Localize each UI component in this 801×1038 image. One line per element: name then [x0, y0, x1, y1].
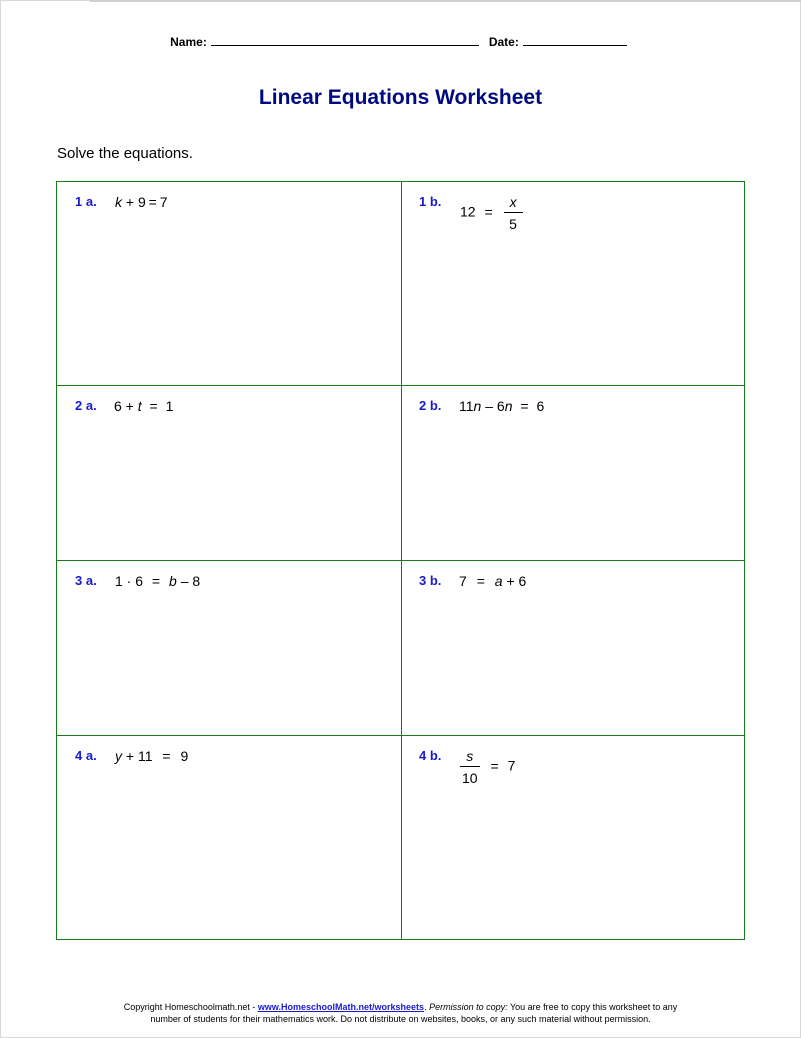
problem-grid [56, 181, 745, 940]
problem-cell-3b[interactable] [402, 561, 745, 735]
fraction: $\frac{s}{10}$ [462, 748, 478, 786]
date-blank[interactable] [523, 35, 627, 46]
problem-label: 4 b. [419, 748, 442, 763]
problem-label: 2 a. [75, 398, 97, 413]
problem-expression: 7 = a + 6 [459, 573, 527, 589]
instructions: Solve the equations. [57, 145, 193, 162]
problem-expression: 1 · 6 = b – 8 [115, 573, 201, 589]
worksheet-title: Linear Equations Worksheet [258, 86, 543, 109]
problem-label: 1 b. [419, 194, 442, 209]
fraction: $\frac{x}{5}$ [504, 194, 523, 232]
footer [0, 1001, 801, 1025]
problem-label: 3 b. [419, 573, 442, 588]
footer-line-1: Copyright Homeschoolmath.net - www.HomeschoolMath.net/worksheets. Permission to copy: You are free to copy this worksheet to any [123, 1002, 678, 1012]
problem-label: 3 a. [75, 573, 97, 588]
problem-expression: 6 + t = 1 [114, 398, 174, 414]
problem-label: 4 a. [75, 748, 97, 763]
top-strip [90, 0, 801, 2]
name-blank[interactable] [211, 35, 479, 46]
homeschoolmath-link[interactable]: www.HomeschoolMath.net/worksheets [257, 1002, 425, 1012]
problem-label: 2 b. [419, 398, 442, 413]
problem-expression: y + 11 = 9 [115, 748, 189, 764]
problem-expression: k + 9 = 7 [115, 194, 168, 210]
date-label: Date: [488, 35, 519, 49]
footer-line-2: number of students for their mathematics work. Do not distribute on websites, books, or any such material without permission. [150, 1014, 651, 1024]
name-label: Name: [170, 35, 207, 49]
problem-cell-4b[interactable] [402, 736, 745, 939]
problem-cell-2b[interactable] [402, 386, 745, 560]
problem-expression: $\frac{s}{10}$ = 7 [462, 748, 516, 786]
problem-cell-1b[interactable] [402, 182, 745, 385]
header-line [0, 35, 801, 49]
problem-cell-4a[interactable] [57, 736, 401, 939]
problem-label: 1 a. [75, 194, 97, 209]
problem-cell-2a[interactable] [57, 386, 401, 560]
problem-expression: 11n – 6n = 6 [459, 398, 545, 414]
problem-expression: 12 = $\frac{x}{5}$ [460, 194, 525, 232]
problem-cell-3a[interactable] [57, 561, 401, 735]
problem-cell-1a[interactable] [57, 182, 401, 385]
